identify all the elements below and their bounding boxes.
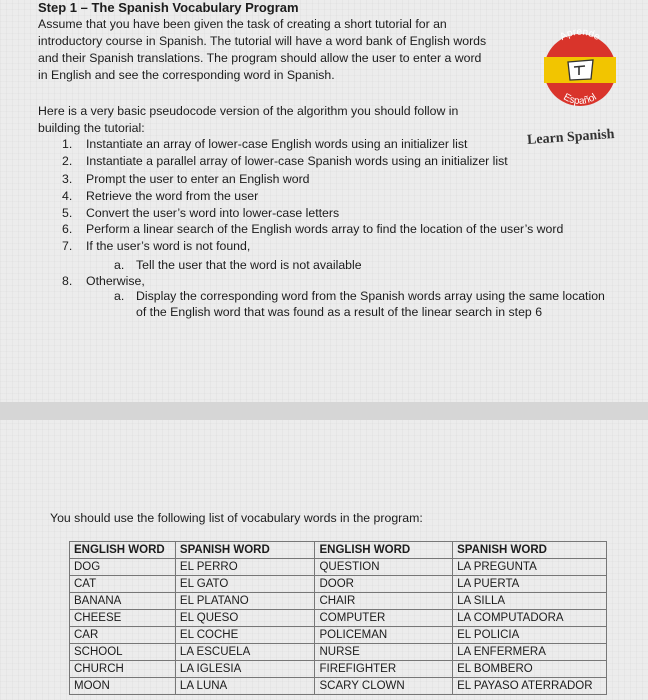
vocab-intro: You should use the following list of vocabulary words in the program: [50,511,423,525]
page-title: Step 1 – The Spanish Vocabulary Program [38,0,299,15]
step-text: Perform a linear search of the English words array to find the location of the user’s word [86,222,564,236]
table-row [70,610,607,627]
vocabulary-table [69,541,607,695]
table-cell: MOON [70,678,176,695]
table-cell: SCARY CLOWN [315,678,453,695]
table-cell: DOG [70,559,176,576]
table-cell: EL PLATANO [175,593,315,610]
table-cell: LA COMPUTADORA [453,610,607,627]
table-row [70,593,607,610]
step-7-substep [114,258,362,272]
step-text: Prompt the user to enter an English word [86,172,310,186]
learn-spanish-logo [541,27,619,109]
step-text: Instantiate an array of lower-case English words using an initializer list [86,137,468,151]
intro-line: introductory course in Spanish. The tutorial will have a word bank of English words [38,34,487,48]
table-cell: LA IGLESIA [175,661,315,678]
logo-emblem-icon [568,60,593,80]
table-cell: EL GATO [175,576,315,593]
step-6 [62,222,563,236]
table-cell: EL QUESO [175,610,315,627]
logo-caption: Learn Spanish [526,126,615,149]
table-cell: EL COCHE [175,627,315,644]
table-cell: CAR [70,627,176,644]
substep-text: Display the corresponding word from the Spanish words array using the same location [136,289,605,303]
step-text: Convert the user’s word into lower-case letters [86,206,340,220]
lower-section [0,420,648,700]
table-cell: SCHOOL [70,644,176,661]
logo-bottom-text: Español [561,91,599,108]
table-cell: BANANA [70,593,176,610]
step-1 [62,137,467,151]
step-text: Otherwise, [86,274,145,288]
pseudo-intro-line: Here is a very basic pseudocode version of the algorithm you should follow in [38,104,459,118]
table-cell: COMPUTER [315,610,453,627]
table-cell: EL PERRO [175,559,315,576]
table-cell: CHURCH [70,661,176,678]
table-cell: POLICEMAN [315,627,453,644]
table-cell: CHAIR [315,593,453,610]
step-text: If the user’s word is not found, [86,239,251,253]
substep-letter: a. [114,289,125,303]
step-number: 6. [62,222,73,236]
table-cell: FIREFIGHTER [315,661,453,678]
step-8-substep-continued: of the English word that was found as a result of the linear search in step 6 [136,305,543,319]
table-header-row [70,542,607,559]
table-body [70,559,607,695]
table-cell: EL PAYASO ATERRADOR [453,678,607,695]
intro-line: and their Spanish translations. The program should allow the user to enter a word [38,51,482,65]
table-row [70,678,607,695]
step-7 [62,239,250,253]
step-number: 1. [62,137,73,151]
table-row [70,576,607,593]
table-cell: LA ESCUELA [175,644,315,661]
step-number: 4. [62,189,73,203]
step-number: 8. [62,274,73,288]
logo-top-text: Aprende [558,27,602,43]
step-number: 5. [62,206,73,220]
header-spanish-word: SPANISH WORD [453,542,607,559]
header-english-word: ENGLISH WORD [315,542,453,559]
step-number: 3. [62,172,73,186]
substep-letter: a. [114,258,125,272]
step-2 [62,154,508,168]
table-cell: DOOR [315,576,453,593]
step-number: 7. [62,239,73,253]
pseudocode-intro [38,103,488,137]
header-english-word: ENGLISH WORD [70,542,176,559]
table-cell: CHEESE [70,610,176,627]
table-cell: LA ENFERMERA [453,644,607,661]
table-row [70,644,607,661]
table-row [70,559,607,576]
table-cell: QUESTION [315,559,453,576]
intro-line: Assume that you have been given the task of creating a short tutorial for an [38,17,447,31]
step-4 [62,189,258,203]
step-text: Retrieve the word from the user [86,189,259,203]
table-cell: LA PREGUNTA [453,559,607,576]
table-cell: NURSE [315,644,453,661]
intro-paragraph [38,16,518,84]
step-number: 2. [62,154,73,168]
step-8-substep [114,289,605,303]
header-spanish-word: SPANISH WORD [175,542,315,559]
step-8 [62,274,145,288]
table-cell: EL BOMBERO [453,661,607,678]
pseudo-intro-line: building the tutorial: [38,121,145,135]
step-5 [62,206,339,220]
table-cell: CAT [70,576,176,593]
step-3 [62,172,310,186]
table-cell: EL POLICIA [453,627,607,644]
substep-text: Tell the user that the word is not available [136,258,362,272]
page-break [0,402,648,420]
table-cell: LA SILLA [453,593,607,610]
intro-line: in English and see the corresponding word in Spanish. [38,68,335,82]
table-cell: LA LUNA [175,678,315,695]
table-row [70,627,607,644]
table-row [70,661,607,678]
table-cell: LA PUERTA [453,576,607,593]
step-text: Instantiate a parallel array of lower-case Spanish words using an initializer list [86,154,508,168]
